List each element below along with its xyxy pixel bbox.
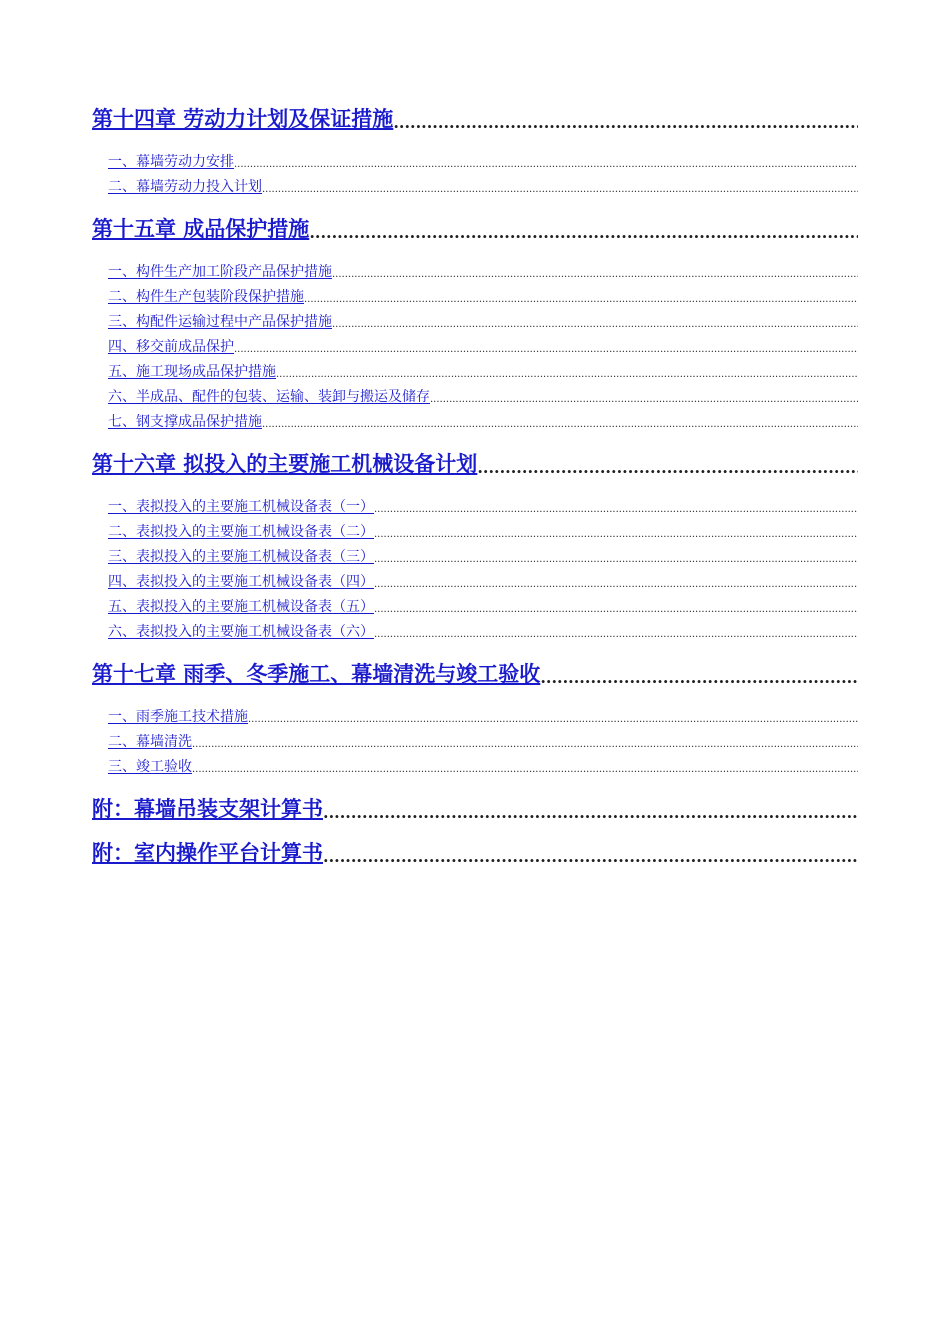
toc-subsection-link[interactable]: 七、钢支撑成品保护措施 [108, 414, 262, 430]
table-of-contents [92, 104, 858, 868]
toc-chapter-link[interactable]: 附：室内操作平台计算书 [92, 840, 323, 865]
dot-leader [374, 600, 858, 620]
toc-subsection-link[interactable]: 二、构件生产包装阶段保护措施 [108, 289, 304, 305]
toc-chapter-entry[interactable] [92, 449, 858, 479]
dot-leader [309, 222, 858, 244]
dot-leader [332, 315, 858, 335]
toc-subsection-entry[interactable] [92, 150, 858, 175]
spacer [92, 134, 858, 150]
toc-subsection-link[interactable]: 六、半成品、配件的包装、运输、装卸与搬运及储存 [108, 389, 430, 405]
toc-subsection-link[interactable]: 四、表拟投入的主要施工机械设备表（四） [108, 574, 374, 590]
dot-leader [430, 390, 858, 410]
toc-chapter-link[interactable]: 第十六章 拟投入的主要施工机械设备计划 [92, 451, 478, 476]
spacer [92, 200, 858, 214]
dot-leader [477, 457, 858, 479]
toc-chapter-entry[interactable] [92, 104, 858, 134]
dot-leader [323, 846, 858, 868]
spacer [92, 244, 858, 260]
dot-leader [248, 710, 858, 730]
toc-subsection-link[interactable]: 一、构件生产加工阶段产品保护措施 [108, 264, 332, 280]
dot-leader [262, 415, 858, 435]
toc-subsection-entry[interactable] [92, 285, 858, 310]
toc-chapter-link[interactable]: 第十四章 劳动力计划及保证措施 [92, 106, 394, 131]
dot-leader [540, 667, 858, 689]
dot-leader [262, 180, 858, 200]
toc-subsection-entry[interactable] [92, 360, 858, 385]
dot-leader [192, 760, 858, 780]
toc-chapter-link[interactable]: 第十五章 成品保护措施 [92, 216, 310, 241]
toc-chapter-link[interactable]: 第十七章 雨季、冬季施工、幕墙清洗与竣工验收 [92, 661, 541, 686]
toc-subsection-entry[interactable] [92, 620, 858, 645]
spacer [92, 479, 858, 495]
toc-subsection-link[interactable]: 五、施工现场成品保护措施 [108, 364, 276, 380]
dot-leader [323, 802, 858, 824]
toc-subsection-link[interactable]: 一、雨季施工技术措施 [108, 709, 248, 725]
toc-subsection-link[interactable]: 二、幕墙劳动力投入计划 [108, 179, 262, 195]
toc-chapter-entry[interactable] [92, 838, 858, 868]
spacer [92, 435, 858, 449]
toc-subsection-entry[interactable] [92, 175, 858, 200]
toc-subsection-entry[interactable] [92, 385, 858, 410]
dot-leader [374, 500, 858, 520]
toc-subsection-link[interactable]: 四、移交前成品保护 [108, 339, 234, 355]
toc-subsection-entry[interactable] [92, 520, 858, 545]
toc-subsection-entry[interactable] [92, 410, 858, 435]
toc-subsection-link[interactable]: 二、表拟投入的主要施工机械设备表（二） [108, 524, 374, 540]
toc-chapter-entry[interactable] [92, 214, 858, 244]
toc-subsection-link[interactable]: 二、幕墙清洗 [108, 734, 192, 750]
toc-subsection-entry[interactable] [92, 755, 858, 780]
toc-subsection-link[interactable]: 六、表拟投入的主要施工机械设备表（六） [108, 624, 374, 640]
dot-leader [393, 112, 858, 134]
dot-leader [234, 340, 858, 360]
spacer [92, 645, 858, 659]
dot-leader [374, 550, 858, 570]
toc-chapter-entry[interactable] [92, 659, 858, 689]
spacer [92, 824, 858, 838]
toc-chapter-link[interactable]: 附：幕墙吊装支架计算书 [92, 796, 323, 821]
toc-subsection-link[interactable]: 三、构配件运输过程中产品保护措施 [108, 314, 332, 330]
toc-subsection-link[interactable]: 五、表拟投入的主要施工机械设备表（五） [108, 599, 374, 615]
toc-subsection-entry[interactable] [92, 595, 858, 620]
toc-subsection-entry[interactable] [92, 260, 858, 285]
dot-leader [332, 265, 858, 285]
dot-leader [374, 525, 858, 545]
dot-leader [192, 735, 858, 755]
spacer [92, 689, 858, 705]
dot-leader [374, 625, 858, 645]
toc-subsection-link[interactable]: 一、幕墙劳动力安排 [108, 154, 234, 170]
toc-subsection-entry[interactable] [92, 310, 858, 335]
toc-subsection-entry[interactable] [92, 705, 858, 730]
dot-leader [304, 290, 858, 310]
toc-subsection-entry[interactable] [92, 545, 858, 570]
toc-chapter-entry[interactable] [92, 794, 858, 824]
toc-subsection-link[interactable]: 一、表拟投入的主要施工机械设备表（一） [108, 499, 374, 515]
dot-leader [234, 155, 858, 175]
toc-subsection-entry[interactable] [92, 570, 858, 595]
toc-subsection-entry[interactable] [92, 495, 858, 520]
spacer [92, 780, 858, 794]
dot-leader [276, 365, 858, 385]
dot-leader [374, 575, 858, 595]
toc-subsection-link[interactable]: 三、表拟投入的主要施工机械设备表（三） [108, 549, 374, 565]
toc-subsection-entry[interactable] [92, 335, 858, 360]
toc-subsection-entry[interactable] [92, 730, 858, 755]
toc-subsection-link[interactable]: 三、竣工验收 [108, 759, 192, 775]
